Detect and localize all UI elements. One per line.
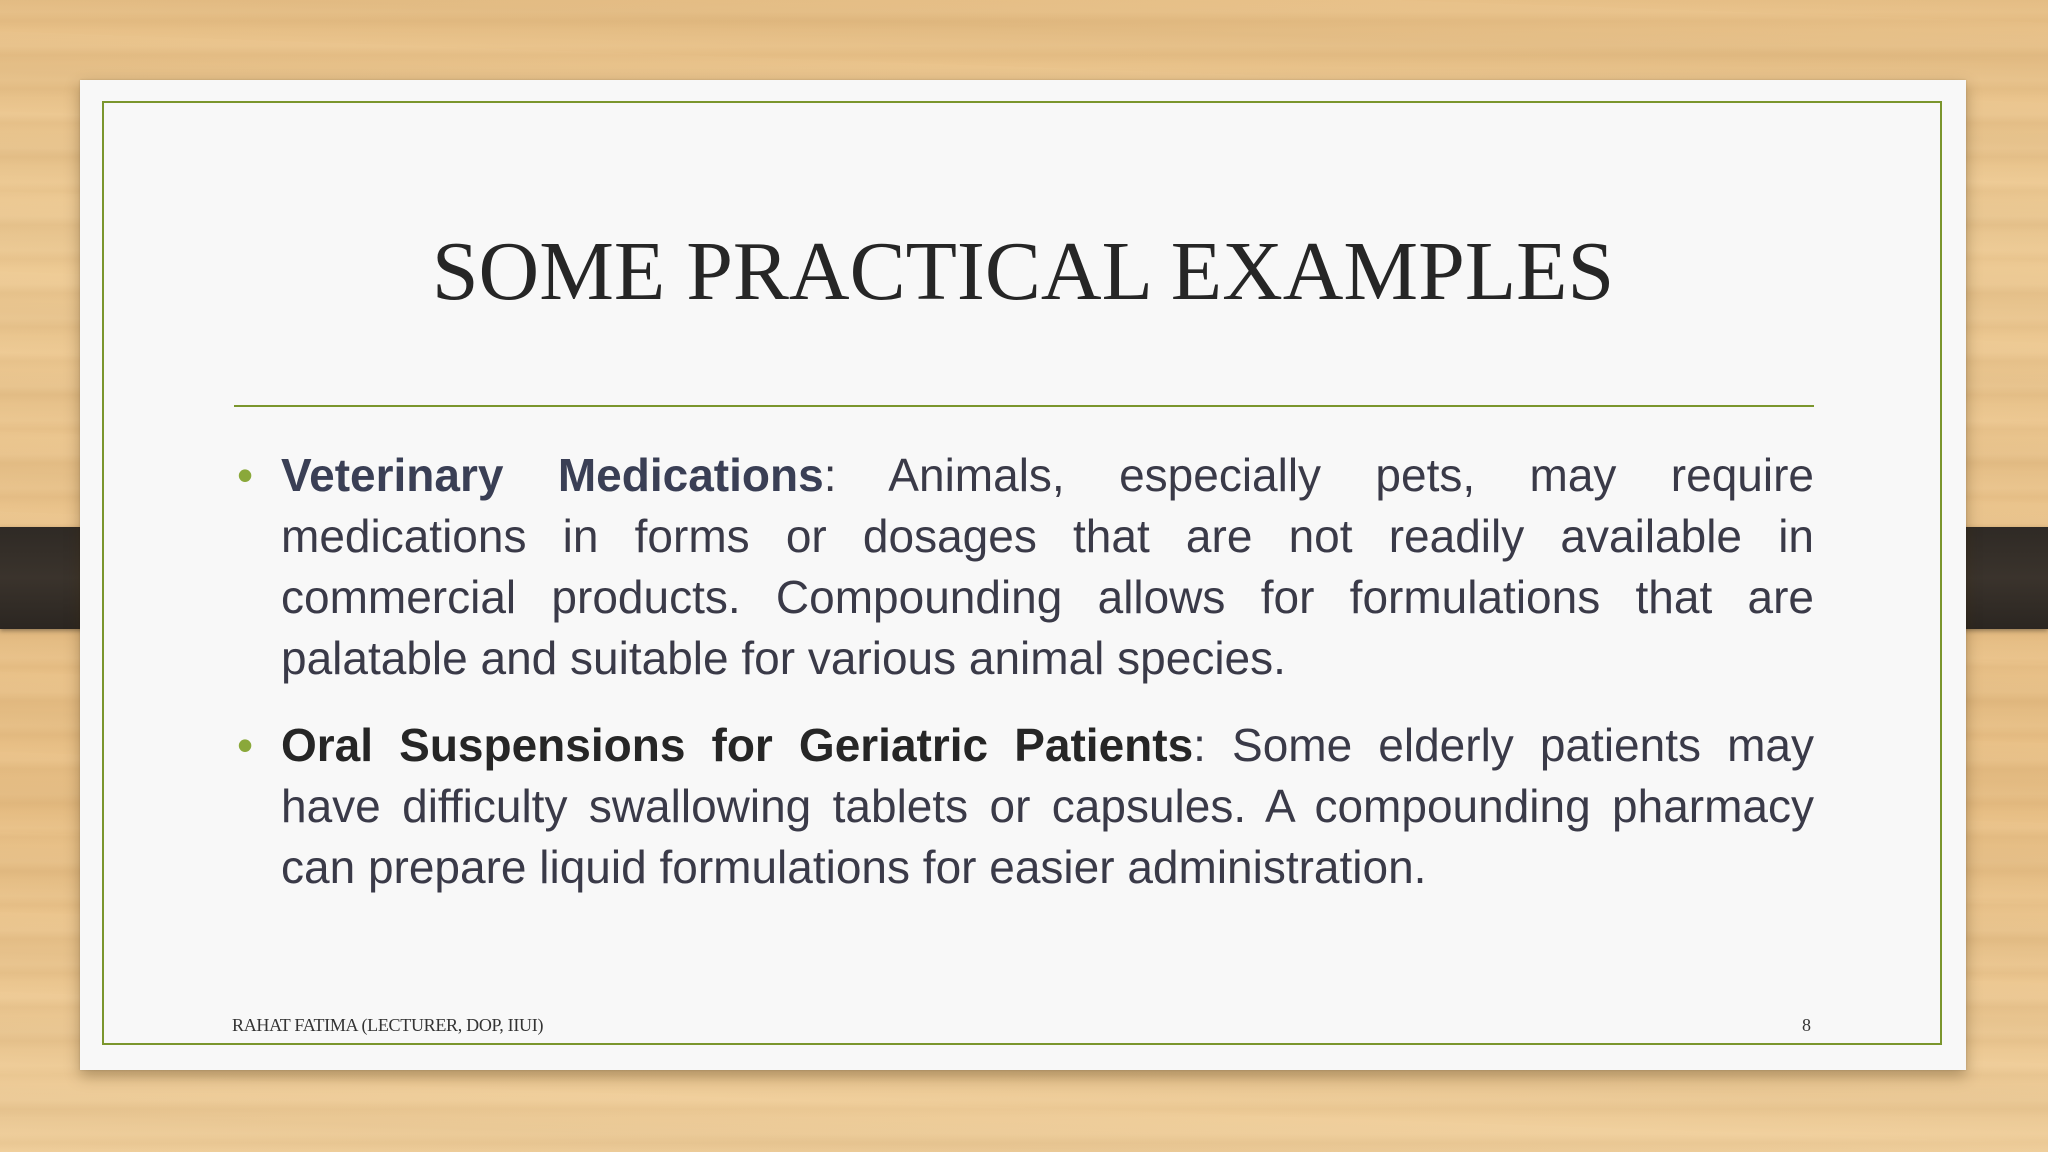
bullet-heading: Veterinary Medications [281,449,824,501]
bullet-heading: Oral Suspensions for Geriatric Patients [281,719,1194,771]
bullet-text: Animals, especially pets, may require medications in forms or dosages that are not readily available in commercial products. Compounding allows for formulations that are palatable and suitable for various animal species. [281,449,1814,684]
footer-page-number: 8 [1802,1015,1811,1035]
title-divider [234,405,1814,407]
bullet-dot-icon: • [237,719,254,771]
slide-title: SOME PRACTICAL EXAMPLES [431,225,1615,318]
bullet-list [237,445,1814,924]
bullet-separator: : [823,449,837,501]
footer-author: RAHAT FATIMA (LECTURER, DOP, IIUI) [232,1015,544,1035]
bullet-text: Some elderly patients may have difficulty swallowing tablets or capsules. A compounding pharmacy can prepare liquid formulations for easier administration. [281,719,1814,893]
bullet-dot-icon: • [237,449,254,501]
bullet-separator: : [1193,719,1206,771]
bullet-item-veterinary [237,445,1814,689]
bullet-item-oral-suspensions [237,715,1814,898]
slide [80,80,1966,1070]
